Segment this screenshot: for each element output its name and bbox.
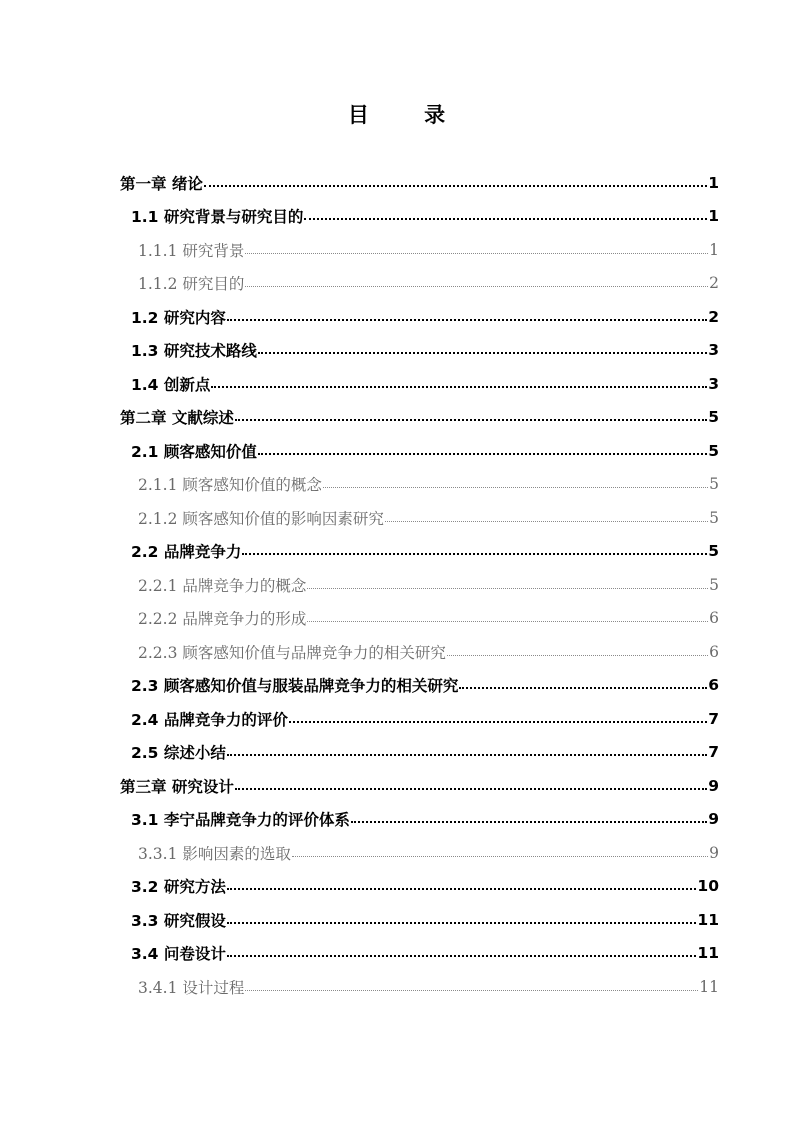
toc-entry-label: 2.1.1 顾客感知价值的概念 bbox=[138, 476, 322, 495]
toc-entry-label: 第三章 研究设计 bbox=[120, 777, 234, 796]
toc-dot-leader bbox=[235, 778, 707, 794]
toc-page-number: 7 bbox=[708, 743, 719, 762]
toc-entry[interactable] bbox=[138, 970, 719, 1004]
toc-dot-leader bbox=[292, 845, 708, 861]
toc-entry[interactable] bbox=[131, 535, 719, 569]
toc-entry-label: 1.1.1 研究背景 bbox=[138, 241, 245, 260]
toc-dot-leader bbox=[227, 745, 707, 761]
toc-page-number: 5 bbox=[708, 408, 719, 427]
toc-page-number: 5 bbox=[708, 542, 719, 561]
toc-dot-leader bbox=[258, 343, 707, 359]
toc-entry[interactable] bbox=[131, 736, 719, 770]
toc-entry[interactable] bbox=[138, 836, 719, 870]
toc-entry[interactable] bbox=[131, 937, 719, 971]
toc-page-number: 7 bbox=[708, 709, 719, 728]
page-title: 目 录 bbox=[347, 103, 470, 127]
toc-entry-label: 2.2.1 品牌竞争力的概念 bbox=[138, 576, 307, 595]
toc-entry[interactable] bbox=[138, 501, 719, 535]
toc-dot-leader bbox=[289, 711, 707, 727]
toc-page-number: 6 bbox=[709, 642, 719, 661]
toc-dot-leader bbox=[447, 644, 708, 660]
toc-dot-leader bbox=[459, 678, 707, 694]
toc-entry-label: 1.3 研究技术路线 bbox=[131, 342, 257, 361]
toc-entry[interactable] bbox=[138, 267, 719, 301]
toc-dot-leader bbox=[227, 946, 697, 962]
toc-entry-label: 2.3 顾客感知价值与服装品牌竞争力的相关研究 bbox=[131, 677, 459, 696]
toc-page-number: 5 bbox=[709, 475, 719, 494]
toc-page-number: 2 bbox=[709, 274, 719, 293]
toc-entry-label: 1.1.2 研究目的 bbox=[138, 275, 245, 294]
toc-entry-label: 2.2.3 顾客感知价值与品牌竞争力的相关研究 bbox=[138, 643, 446, 662]
toc-page-number: 2 bbox=[708, 307, 719, 326]
toc-dot-leader bbox=[227, 879, 697, 895]
toc-dot-leader bbox=[385, 510, 708, 526]
toc-entry-label: 3.1 李宁品牌竞争力的评价体系 bbox=[131, 811, 350, 830]
toc-entry[interactable] bbox=[138, 568, 719, 602]
toc-page-number: 6 bbox=[709, 609, 719, 628]
toc-entry[interactable] bbox=[131, 434, 719, 468]
toc-dot-leader bbox=[258, 443, 707, 459]
toc-dot-leader bbox=[351, 812, 707, 828]
toc-entry-label: 3.3 研究假设 bbox=[131, 911, 226, 930]
toc-entry-label: 2.5 综述小结 bbox=[131, 744, 226, 763]
toc-dot-leader bbox=[242, 544, 707, 560]
toc-entry-label: 1.4 创新点 bbox=[131, 375, 211, 394]
toc-page-number: 1 bbox=[709, 240, 719, 259]
toc-page-number: 1 bbox=[708, 207, 719, 226]
toc-entry[interactable] bbox=[131, 200, 719, 234]
toc-entry-label: 2.2 品牌竞争力 bbox=[131, 543, 242, 562]
toc-entry[interactable] bbox=[138, 602, 719, 636]
toc-dot-leader bbox=[307, 577, 708, 593]
toc-page-number: 6 bbox=[708, 676, 719, 695]
toc-entry-label: 3.3.1 影响因素的选取 bbox=[138, 844, 291, 863]
toc-entry-label: 1.2 研究内容 bbox=[131, 308, 226, 327]
toc-entry[interactable] bbox=[131, 803, 719, 837]
toc-page-number: 11 bbox=[697, 944, 719, 963]
toc-page-number: 9 bbox=[708, 810, 719, 829]
toc-page-number: 5 bbox=[709, 575, 719, 594]
toc-page-number: 11 bbox=[697, 910, 719, 929]
toc-dot-leader bbox=[227, 912, 697, 928]
toc-entry[interactable] bbox=[131, 300, 719, 334]
toc-entry-label: 1.1 研究背景与研究目的 bbox=[131, 208, 304, 227]
toc-page-number: 3 bbox=[708, 341, 719, 360]
toc-entry[interactable] bbox=[131, 669, 719, 703]
toc-page-number: 5 bbox=[709, 508, 719, 527]
toc-entry-label: 2.4 品牌竞争力的评价 bbox=[131, 710, 288, 729]
toc-entry-label: 第一章 绪论 bbox=[120, 174, 203, 193]
toc-entry[interactable] bbox=[138, 233, 719, 267]
toc-dot-leader bbox=[235, 410, 707, 426]
toc-entry[interactable] bbox=[131, 903, 719, 937]
toc-entry-label: 第二章 文献综述 bbox=[120, 409, 234, 428]
toc-entry-label: 3.4.1 设计过程 bbox=[138, 978, 245, 997]
toc-entry-label: 2.2.2 品牌竞争力的形成 bbox=[138, 610, 307, 629]
toc-entry-label: 2.1.2 顾客感知价值的影响因素研究 bbox=[138, 509, 384, 528]
toc-page-number: 10 bbox=[697, 877, 719, 896]
toc-entry[interactable] bbox=[120, 166, 719, 200]
toc-dot-leader bbox=[204, 175, 707, 191]
toc-dot-leader bbox=[227, 309, 707, 325]
toc-entry[interactable] bbox=[131, 702, 719, 736]
toc-entry[interactable] bbox=[138, 635, 719, 669]
toc-entry-label: 3.2 研究方法 bbox=[131, 878, 226, 897]
toc-page-number: 3 bbox=[708, 374, 719, 393]
toc-entry[interactable] bbox=[131, 334, 719, 368]
toc-entry-label: 2.1 顾客感知价值 bbox=[131, 442, 257, 461]
toc-page-number: 5 bbox=[708, 441, 719, 460]
toc-page-number: 9 bbox=[708, 776, 719, 795]
toc-dot-leader bbox=[245, 276, 708, 292]
toc-entry-label: 3.4 问卷设计 bbox=[131, 945, 226, 964]
toc-page-number: 11 bbox=[699, 977, 719, 996]
toc-entry[interactable] bbox=[120, 401, 719, 435]
toc-dot-leader bbox=[245, 242, 708, 258]
toc-page-number: 9 bbox=[709, 843, 719, 862]
toc-entry[interactable] bbox=[120, 769, 719, 803]
toc-dot-leader bbox=[245, 979, 698, 995]
toc-dot-leader bbox=[304, 209, 707, 225]
toc-entry[interactable] bbox=[131, 367, 719, 401]
toc-dot-leader bbox=[307, 611, 708, 627]
toc-dot-leader bbox=[323, 477, 708, 493]
toc-entry[interactable] bbox=[138, 468, 719, 502]
toc-dot-leader bbox=[211, 376, 707, 392]
toc-entry[interactable] bbox=[131, 870, 719, 904]
toc-page-number: 1 bbox=[708, 173, 719, 192]
